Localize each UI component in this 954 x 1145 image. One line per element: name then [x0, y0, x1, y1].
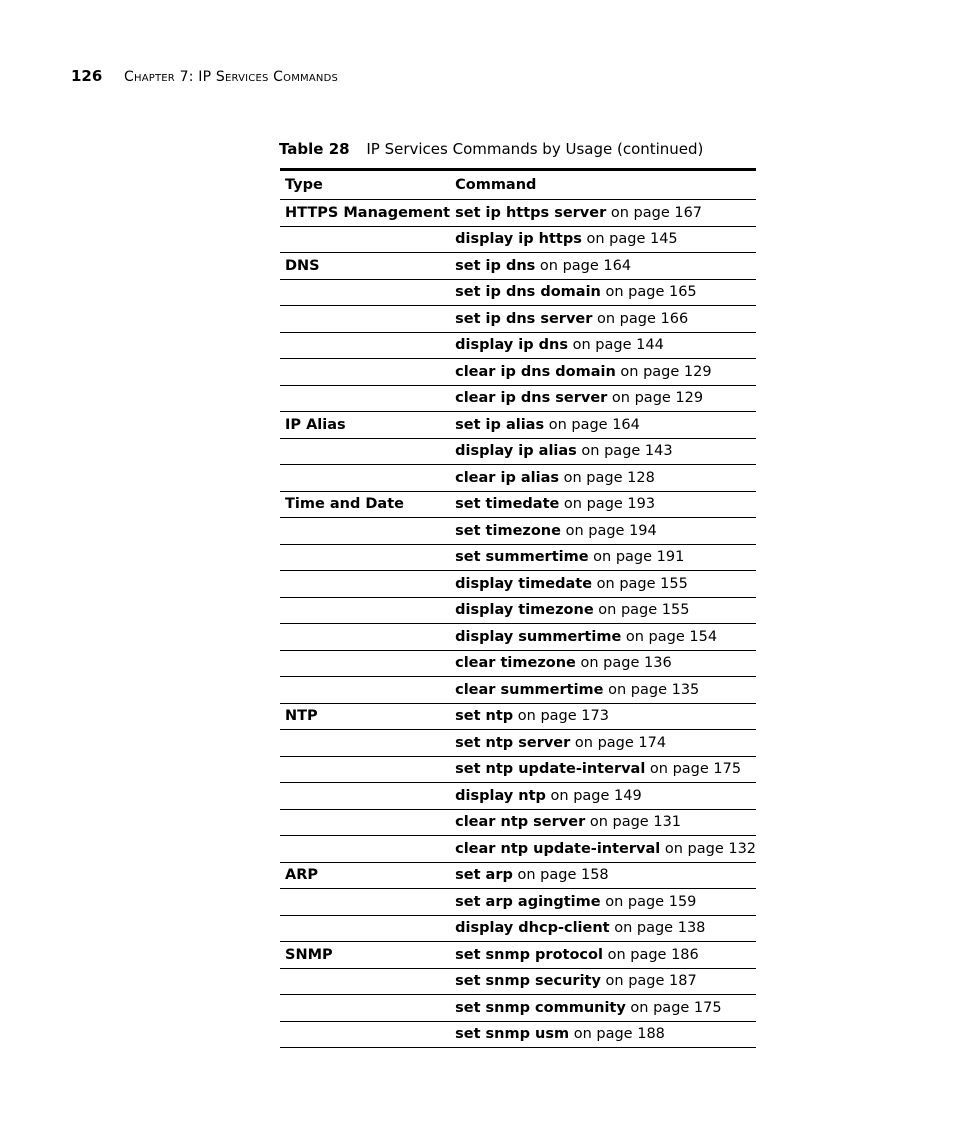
command-cell — [450, 650, 756, 677]
command-name: display ip https — [455, 231, 582, 248]
page-reference: on page 193 — [559, 496, 656, 513]
command-name: clear ip dns server — [455, 390, 608, 407]
command-cell — [450, 968, 756, 995]
command-cell — [450, 253, 756, 280]
table-row — [280, 862, 756, 889]
command-cell — [450, 332, 756, 359]
type-cell: SNMP — [280, 942, 450, 969]
command-cell — [450, 862, 756, 889]
type-cell: Time and Date — [280, 491, 450, 518]
table-row — [280, 465, 756, 492]
page-reference: on page 191 — [588, 549, 685, 566]
page-reference: on page 174 — [570, 734, 667, 751]
command-name: display ip dns — [455, 337, 569, 354]
command-name: display dhcp-client — [455, 920, 610, 937]
command-cell — [450, 306, 756, 333]
command-name: set ip alias — [455, 416, 545, 433]
command-name: set snmp protocol — [455, 946, 603, 963]
command-cell — [450, 624, 756, 651]
command-name: set snmp security — [455, 973, 601, 990]
command-cell — [450, 359, 756, 386]
command-name: display timezone — [455, 602, 594, 619]
command-name: clear ntp update-interval — [455, 840, 661, 857]
page-reference: on page 138 — [609, 920, 706, 937]
command-cell — [450, 597, 756, 624]
table-row — [280, 942, 756, 969]
type-cell — [280, 332, 450, 359]
table-row — [280, 995, 756, 1022]
command-cell — [450, 915, 756, 942]
page-number: 126 — [71, 67, 103, 85]
table-row — [280, 518, 756, 545]
type-cell — [280, 571, 450, 598]
command-name: set ntp — [455, 708, 514, 725]
type-cell — [280, 650, 450, 677]
type-cell — [280, 677, 450, 704]
command-name: display ip alias — [455, 443, 577, 460]
command-name: display summertime — [455, 628, 622, 645]
page-reference: on page 164 — [544, 416, 640, 433]
table-label: Table 28 — [279, 140, 350, 158]
command-name: set snmp community — [455, 999, 626, 1016]
table-row — [280, 385, 756, 412]
command-name: set arp — [455, 867, 513, 884]
command-name: set ip dns domain — [455, 284, 601, 301]
type-cell — [280, 438, 450, 465]
table-row — [280, 306, 756, 333]
table-row — [280, 438, 756, 465]
table-row — [280, 544, 756, 571]
type-cell — [280, 730, 450, 757]
command-name: set arp agingtime — [455, 893, 601, 910]
command-cell — [450, 200, 756, 227]
table-row — [280, 226, 756, 253]
command-cell — [450, 518, 756, 545]
command-name: set ntp update-interval — [455, 761, 646, 778]
page-reference: on page 131 — [585, 814, 682, 831]
page-reference: on page 144 — [568, 337, 664, 354]
command-cell — [450, 491, 756, 518]
command-name: set ntp server — [455, 734, 571, 751]
table-row — [280, 915, 756, 942]
command-cell — [450, 438, 756, 465]
table-row — [280, 783, 756, 810]
page-reference: on page 167 — [606, 204, 703, 221]
page-reference: on page 194 — [560, 522, 657, 539]
command-name: set timedate — [455, 496, 560, 513]
command-cell — [450, 226, 756, 253]
command-cell — [450, 995, 756, 1022]
command-cell — [450, 809, 756, 836]
commands-table — [280, 168, 756, 1048]
page-reference: on page 129 — [615, 363, 712, 380]
page-reference: on page 129 — [607, 390, 704, 407]
type-cell — [280, 306, 450, 333]
table-body — [280, 200, 756, 1048]
type-cell — [280, 359, 450, 386]
table-row — [280, 809, 756, 836]
type-cell — [280, 226, 450, 253]
column-header-command: Command — [450, 170, 756, 200]
page-reference: on page 128 — [559, 469, 655, 486]
page-reference: on page 145 — [581, 231, 678, 248]
command-name: set ip https server — [455, 204, 607, 221]
table-row — [280, 571, 756, 598]
page-reference: on page 155 — [593, 602, 690, 619]
type-cell — [280, 756, 450, 783]
page-reference: on page 158 — [512, 867, 609, 884]
table-row — [280, 412, 756, 439]
page-reference: on page 187 — [600, 973, 697, 990]
type-cell: DNS — [280, 253, 450, 280]
table-row — [280, 624, 756, 651]
command-name: display timedate — [455, 575, 593, 592]
type-cell: IP Alias — [280, 412, 450, 439]
table-row — [280, 597, 756, 624]
table-row — [280, 253, 756, 280]
type-cell — [280, 279, 450, 306]
command-cell — [450, 1021, 756, 1048]
table-row — [280, 1021, 756, 1048]
command-cell — [450, 412, 756, 439]
table-row — [280, 332, 756, 359]
column-header-type: Type — [280, 170, 450, 200]
running-head — [71, 67, 338, 85]
table-row — [280, 650, 756, 677]
table-row — [280, 703, 756, 730]
command-name: clear ip alias — [455, 469, 560, 486]
table-row — [280, 968, 756, 995]
type-cell: HTTPS Management — [280, 200, 450, 227]
type-cell — [280, 889, 450, 916]
page-reference: on page 173 — [513, 708, 609, 725]
page-reference: on page 165 — [600, 284, 697, 301]
type-cell — [280, 809, 450, 836]
type-cell — [280, 836, 450, 863]
page-reference: on page 154 — [621, 628, 718, 645]
page-reference: on page 186 — [602, 946, 699, 963]
command-cell — [450, 703, 756, 730]
page-reference: on page 166 — [592, 310, 689, 327]
type-cell — [280, 597, 450, 624]
command-name: display ntp — [455, 787, 546, 804]
page-reference: on page 143 — [576, 443, 673, 460]
type-cell — [280, 624, 450, 651]
page-reference: on page 136 — [575, 655, 672, 672]
command-cell — [450, 544, 756, 571]
command-name: clear ntp server — [455, 814, 586, 831]
page-reference: on page 132 — [660, 840, 757, 857]
command-cell — [450, 783, 756, 810]
type-cell — [280, 915, 450, 942]
page-reference: on page 175 — [625, 999, 722, 1016]
command-cell — [450, 279, 756, 306]
table-row — [280, 359, 756, 386]
command-cell — [450, 677, 756, 704]
table-row — [280, 836, 756, 863]
table-row — [280, 279, 756, 306]
type-cell — [280, 544, 450, 571]
command-cell — [450, 571, 756, 598]
table-caption-text: IP Services Commands by Usage (continued) — [366, 140, 704, 158]
table-row — [280, 200, 756, 227]
command-name: set snmp usm — [455, 1026, 570, 1043]
page-reference: on page 164 — [535, 257, 632, 274]
type-cell — [280, 968, 450, 995]
command-cell — [450, 465, 756, 492]
type-cell — [280, 518, 450, 545]
command-name: clear ip dns domain — [455, 363, 616, 380]
type-cell — [280, 995, 450, 1022]
page-reference: on page 155 — [592, 575, 688, 592]
command-name: set ip dns — [455, 257, 536, 274]
table-row — [280, 677, 756, 704]
type-cell — [280, 783, 450, 810]
table-row — [280, 491, 756, 518]
type-cell: NTP — [280, 703, 450, 730]
command-name: clear timezone — [455, 655, 576, 672]
command-name: clear summertime — [455, 681, 604, 698]
chapter-title: Chapter 7: IP Services Commands — [124, 69, 339, 85]
table-row — [280, 889, 756, 916]
table-row — [280, 730, 756, 757]
type-cell — [280, 385, 450, 412]
type-cell — [280, 465, 450, 492]
page-reference: on page 175 — [645, 761, 742, 778]
command-name: set ip dns server — [455, 310, 593, 327]
table-caption — [279, 140, 703, 158]
command-cell — [450, 836, 756, 863]
page-reference: on page 188 — [569, 1026, 665, 1043]
page-reference: on page 149 — [545, 787, 642, 804]
type-cell — [280, 1021, 450, 1048]
command-cell — [450, 942, 756, 969]
page-reference: on page 135 — [603, 681, 700, 698]
page-reference: on page 159 — [600, 893, 697, 910]
table-header-row — [280, 170, 756, 200]
command-name: set timezone — [455, 522, 561, 539]
command-cell — [450, 756, 756, 783]
table-row — [280, 756, 756, 783]
type-cell: ARP — [280, 862, 450, 889]
command-name: set summertime — [455, 549, 589, 566]
command-cell — [450, 889, 756, 916]
command-cell — [450, 385, 756, 412]
command-cell — [450, 730, 756, 757]
